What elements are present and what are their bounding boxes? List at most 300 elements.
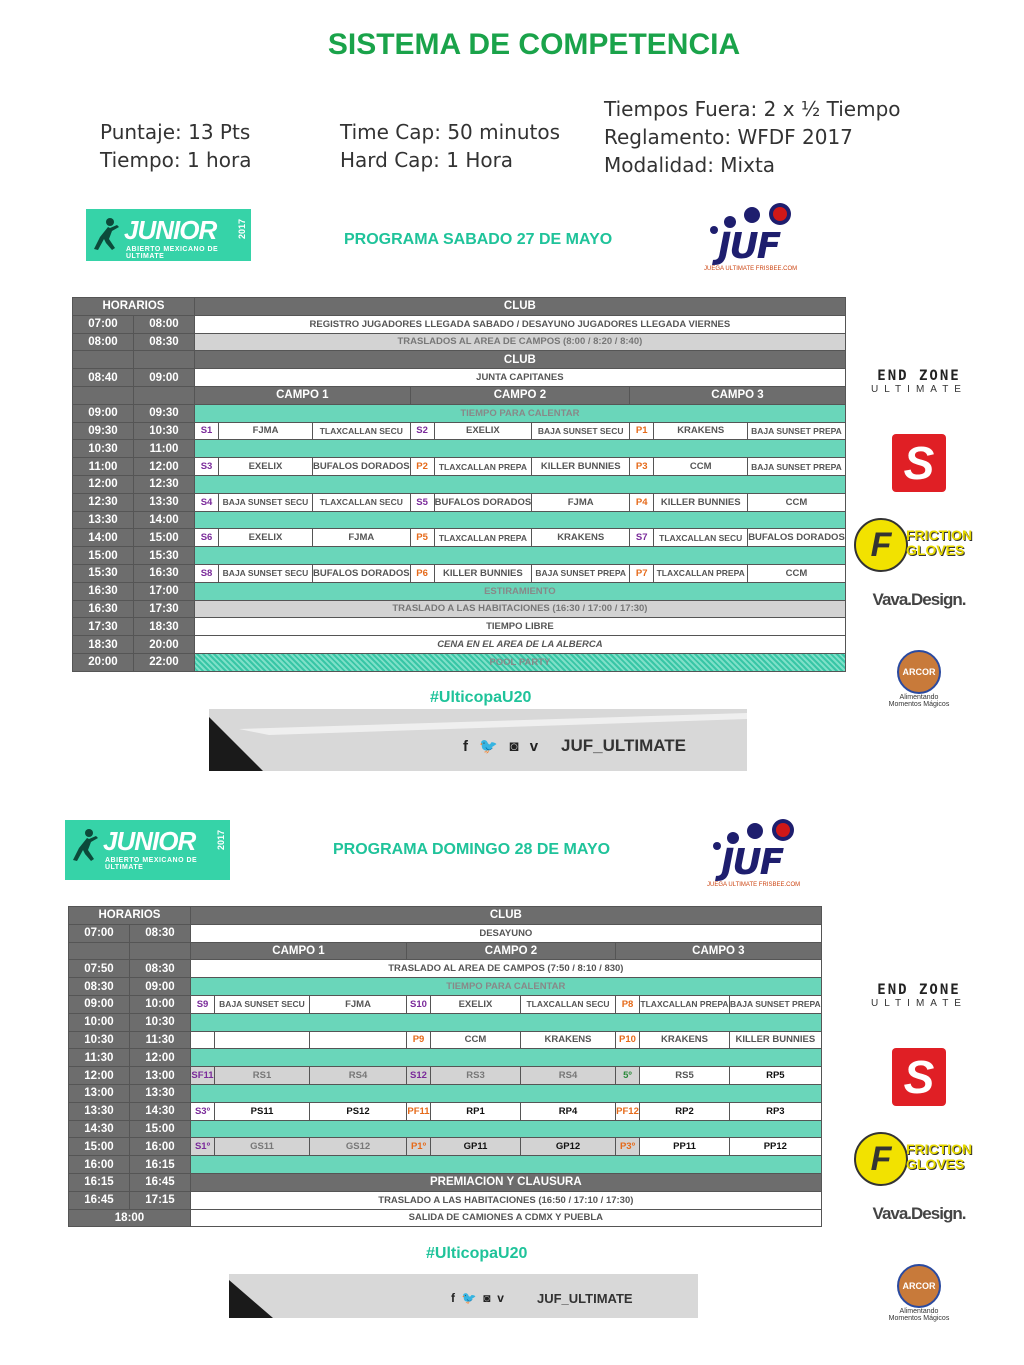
schedule-table-day2 [68, 906, 822, 1227]
match-code: S3º [191, 1102, 215, 1120]
friction-f-icon: F [854, 518, 908, 572]
team-name: KRAKENS [532, 529, 630, 547]
arcor-tagline-2: Momentos Mágicos [888, 701, 950, 708]
match-code: S8 [195, 564, 219, 582]
end-time: 16:00 [130, 1138, 191, 1156]
activity-cell [191, 1156, 822, 1174]
match-code: S12 [407, 1067, 431, 1085]
match-code: P1º [407, 1138, 431, 1156]
schedule-row [73, 582, 846, 600]
activity-cell: ESTIRAMIENTO [195, 582, 846, 600]
social-handle-day1: JUF_ULTIMATE [561, 736, 686, 755]
team-name: TLAXCALLAN SECU [654, 529, 748, 547]
match-code: P4 [630, 493, 654, 511]
schedule-row [73, 333, 846, 351]
section-header: CLUB [195, 351, 846, 369]
match-code: S5 [410, 493, 434, 511]
end-time: 14:30 [130, 1102, 191, 1120]
activity-cell: CENA EN EL AREA DE LA ALBERCA [195, 636, 846, 654]
start-time: 12:00 [73, 475, 134, 493]
team-name: GS12 [310, 1138, 407, 1156]
schedule-row [73, 351, 846, 369]
arcor-logo [852, 650, 986, 708]
schedule-row [73, 298, 846, 316]
activity-cell: TRASLADO A LAS HABITACIONES (16:50 / 17:10 / 17:30) [191, 1191, 822, 1209]
end-zone-subtext: ULTIMATE [871, 384, 967, 395]
field-header: CAMPO 2 [410, 386, 630, 404]
activity-cell: TIEMPO LIBRE [195, 618, 846, 636]
juf-logo-text: JUF [718, 226, 780, 267]
match-code [191, 1031, 215, 1049]
end-time: 16:15 [130, 1156, 191, 1174]
schedule-row [73, 422, 846, 440]
activity-cell: TRASLADO A LAS HABITACIONES (16:30 / 17:00 / 17:30) [195, 600, 846, 618]
team-name: BAJA SUNSET PREPA [532, 564, 630, 582]
team-name: RS5 [640, 1067, 730, 1085]
match-code: S2 [410, 422, 434, 440]
start-time: 08:30 [69, 978, 130, 996]
field-header: CAMPO 3 [616, 942, 822, 960]
social-icons: f 🐦 ◙ v [463, 738, 540, 755]
match-code: P9 [407, 1031, 431, 1049]
team-name: PS11 [215, 1102, 310, 1120]
end-time: 10:00 [130, 995, 191, 1013]
team-name: BAJA SUNSET PREPA [748, 458, 846, 476]
team-name: TLAXCALLAN PREPA [434, 529, 532, 547]
friction-text: FRICTION GLOVES [906, 527, 973, 558]
info-tiempo: Tiempo: 1 hora [100, 148, 252, 172]
team-name: RS4 [310, 1067, 407, 1085]
team-name: KILLER BUNNIES [730, 1031, 822, 1049]
start-time: 08:00 [73, 333, 134, 351]
match-code: P8 [616, 995, 640, 1013]
start-time: 09:00 [69, 995, 130, 1013]
start-time: 16:30 [73, 582, 134, 600]
end-time: 09:00 [130, 978, 191, 996]
activity-cell [191, 1049, 822, 1067]
schedule-row [69, 960, 822, 978]
start-time: 09:00 [73, 404, 134, 422]
start-time: 10:30 [69, 1031, 130, 1049]
match-code: P3º [616, 1138, 640, 1156]
schedule-row [69, 1031, 822, 1049]
start-time: 18:30 [73, 636, 134, 654]
match-code: P10 [616, 1031, 640, 1049]
team-name: EXELIX [219, 458, 313, 476]
team-name: KILLER BUNNIES [434, 564, 532, 582]
start-time: 17:30 [73, 618, 134, 636]
end-time: 16:30 [134, 564, 195, 582]
team-name: PP11 [640, 1138, 730, 1156]
field-header: CAMPO 1 [191, 942, 407, 960]
match-code: P6 [410, 564, 434, 582]
hashtag-day2: #UlticopaU20 [426, 1245, 528, 1262]
end-time [134, 351, 195, 369]
arcor-mascot-icon: ARCOR [897, 1264, 941, 1308]
start-time: 08:40 [73, 369, 134, 387]
start-time: 07:00 [73, 315, 134, 333]
start-time: 15:30 [73, 564, 134, 582]
schedule-row [69, 1209, 822, 1227]
junior-logo-2 [65, 820, 230, 880]
end-zone-logo [852, 368, 986, 424]
friction-gloves-logo [852, 1132, 986, 1196]
start-time: 07:00 [69, 924, 130, 942]
end-time: 15:30 [134, 547, 195, 565]
hashtag-day1: #UlticopaU20 [430, 689, 532, 706]
activity-cell: TRASLADOS AL AREA DE CAMPOS (8:00 / 8:20 / 8:40) [195, 333, 846, 351]
schedule-row [73, 636, 846, 654]
section-header: CLUB [191, 907, 822, 925]
arcor-tagline-2: Momentos Mágicos [888, 1315, 950, 1322]
end-time: 17:30 [134, 600, 195, 618]
schedule-row [69, 978, 822, 996]
end-time: 14:00 [134, 511, 195, 529]
end-zone-logo [852, 982, 986, 1038]
team-name: KILLER BUNNIES [532, 458, 630, 476]
team-name: BAJA SUNSET PREPA [748, 422, 846, 440]
team-name: PP12 [730, 1138, 822, 1156]
end-time: 11:00 [134, 440, 195, 458]
end-time: 08:30 [134, 333, 195, 351]
section-header: CLUB [195, 298, 846, 316]
schedule-row [73, 369, 846, 387]
end-time: 15:00 [134, 529, 195, 547]
end-time: 13:30 [134, 493, 195, 511]
start-time: 15:00 [73, 547, 134, 565]
team-name: BUFALOS DORADOS [748, 529, 846, 547]
schedule-table-day1 [72, 297, 846, 672]
team-name: FJMA [313, 529, 411, 547]
start-time: 12:30 [73, 493, 134, 511]
team-name: CCM [748, 564, 846, 582]
juf-logo-tagline: JUEGA ULTIMATE FRISBEE.COM [707, 882, 801, 888]
end-time: 18:30 [134, 618, 195, 636]
start-time: 15:00 [69, 1138, 130, 1156]
friction-text: FRICTION GLOVES [906, 1141, 973, 1172]
juf-logo-tagline: JUEGA ULTIMATE FRISBEE.COM [704, 266, 798, 272]
team-name [310, 1031, 407, 1049]
team-name: BUFALOS DORADOS [434, 493, 532, 511]
schedule-row [69, 942, 822, 960]
arcor-mascot-icon: ARCOR [897, 650, 941, 694]
team-name: CCM [654, 458, 748, 476]
end-time: 16:45 [130, 1173, 191, 1191]
match-code: P2 [410, 458, 434, 476]
team-name: TLAXCALLAN PREPA [640, 995, 730, 1013]
start-time [69, 942, 130, 960]
team-name: RS1 [215, 1067, 310, 1085]
schedule-row [73, 511, 846, 529]
info-modalidad: Modalidad: Mixta [604, 153, 776, 177]
team-name: GP11 [431, 1138, 521, 1156]
end-time [130, 942, 191, 960]
start-time: 10:30 [73, 440, 134, 458]
team-name: RS3 [431, 1067, 521, 1085]
team-name: TLAXCALLAN SECU [313, 422, 411, 440]
end-time: 17:00 [134, 582, 195, 600]
team-name: BUFALOS DORADOS [313, 458, 411, 476]
schedule-row [69, 924, 822, 942]
arcor-tagline-1: Alimentando [899, 1308, 939, 1315]
activity-cell [191, 1013, 822, 1031]
schedule-row [69, 1049, 822, 1067]
juf-logo [700, 200, 800, 272]
social-handle-day2: JUF_ULTIMATE [537, 1291, 633, 1306]
activity-cell: TRASLADO AL AREA DE CAMPOS (7:50 / 8:10 / 830) [191, 960, 822, 978]
info-time-cap: Time Cap: 50 minutos [340, 120, 561, 144]
start-time: 13:30 [69, 1102, 130, 1120]
schedule-row [73, 547, 846, 565]
team-name: TLAXCALLAN SECU [313, 493, 411, 511]
team-name: CCM [431, 1031, 521, 1049]
end-time: 17:15 [130, 1191, 191, 1209]
schedule-row [69, 995, 822, 1013]
team-name: RP4 [521, 1102, 616, 1120]
team-name: RP2 [640, 1102, 730, 1120]
end-time: 08:30 [130, 924, 191, 942]
start-time: 16:00 [69, 1156, 130, 1174]
schedule-row [73, 386, 846, 404]
match-code: P5 [410, 529, 434, 547]
schedule-row [73, 653, 846, 671]
program-title-day2: PROGRAMA DOMINGO 28 DE MAYO [333, 841, 611, 858]
start-time: 11:00 [73, 458, 134, 476]
team-name: RP3 [730, 1102, 822, 1120]
friction-f-icon: F [854, 1132, 908, 1186]
team-name: RP5 [730, 1067, 822, 1085]
time-cell: 18:00 [69, 1209, 191, 1227]
info-col-2 [340, 118, 560, 174]
team-name: FJMA [310, 995, 407, 1013]
team-name: TLAXCALLAN PREPA [654, 564, 748, 582]
end-time: 09:30 [134, 404, 195, 422]
start-time: 16:45 [69, 1191, 130, 1209]
info-tiempos-fuera: Tiempos Fuera: 2 x ½ Tiempo [604, 97, 901, 121]
player-silhouette-icon [92, 217, 120, 251]
activity-cell: TIEMPO PARA CALENTAR [191, 978, 822, 996]
section-header: PREMIACION Y CLAUSURA [191, 1173, 822, 1191]
match-code: S9 [191, 995, 215, 1013]
end-time [134, 386, 195, 404]
schedule-row [69, 1156, 822, 1174]
start-time: 13:30 [73, 511, 134, 529]
social-banner-day2 [229, 1274, 698, 1318]
info-reglamento: Reglamento: WFDF 2017 [604, 125, 853, 149]
team-name: BAJA SUNSET SECU [219, 493, 313, 511]
match-code: PF12 [616, 1102, 640, 1120]
program-title-day1: PROGRAMA SABADO 27 DE MAYO [344, 231, 613, 248]
team-name: BAJA SUNSET SECU [219, 564, 313, 582]
start-time: 16:15 [69, 1173, 130, 1191]
end-time: 13:30 [130, 1084, 191, 1102]
activity-cell: REGISTRO JUGADORES LLEGADA SABADO / DESAYUNO JUGADORES LLEGADA VIERNES [195, 315, 846, 333]
s-brand-icon: S [892, 434, 946, 492]
end-time: 12:00 [134, 458, 195, 476]
start-time: 07:50 [69, 960, 130, 978]
horarios-header: HORARIOS [69, 907, 191, 925]
team-name: FJMA [219, 422, 313, 440]
start-time: 11:30 [69, 1049, 130, 1067]
end-zone-text: END ZONE [877, 368, 961, 384]
activity-cell [191, 1120, 822, 1138]
end-time: 13:00 [130, 1067, 191, 1085]
activity-cell: POOL PARTY [195, 653, 846, 671]
social-banner-day1 [209, 709, 747, 771]
junior-logo-subtitle: ABIERTO MEXICANO DE ULTIMATE [105, 857, 198, 871]
junior-logo [86, 209, 251, 261]
team-name: EXELIX [219, 529, 313, 547]
match-code: S4 [195, 493, 219, 511]
field-header: CAMPO 2 [407, 942, 616, 960]
field-header: CAMPO 3 [630, 386, 846, 404]
schedule-row [69, 1173, 822, 1191]
match-code: PF11 [407, 1102, 431, 1120]
match-code: P3 [630, 458, 654, 476]
schedule-row [69, 1191, 822, 1209]
sponsors-day1 [852, 368, 986, 708]
activity-cell [195, 547, 846, 565]
vava-design-logo: Vava.Design. [872, 590, 966, 609]
s-brand-icon: S [892, 1048, 946, 1106]
schedule-row [69, 1084, 822, 1102]
match-code: S10 [407, 995, 431, 1013]
team-name: KRAKENS [654, 422, 748, 440]
team-name: KRAKENS [640, 1031, 730, 1049]
activity-cell: JUNTA CAPITANES [195, 369, 846, 387]
activity-cell [195, 511, 846, 529]
start-time: 12:00 [69, 1067, 130, 1085]
start-time: 09:30 [73, 422, 134, 440]
end-time: 15:00 [130, 1120, 191, 1138]
team-name: BUFALOS DORADOS [313, 564, 411, 582]
social-icons: f 🐦 ◙ v [451, 1291, 504, 1305]
match-code: S7 [630, 529, 654, 547]
info-col-1 [100, 118, 251, 174]
schedule-row [73, 404, 846, 422]
activity-cell [191, 1084, 822, 1102]
end-time: 22:00 [134, 653, 195, 671]
team-name: GS11 [215, 1138, 310, 1156]
start-time: 14:00 [73, 529, 134, 547]
team-name: KRAKENS [521, 1031, 616, 1049]
start-time: 16:30 [73, 600, 134, 618]
schedule-row [69, 907, 822, 925]
schedule-row [73, 475, 846, 493]
arcor-logo [852, 1264, 986, 1322]
juf-logo-text: JUF [721, 842, 783, 883]
start-time: 14:30 [69, 1120, 130, 1138]
start-time: 10:00 [69, 1013, 130, 1031]
schedule-row [69, 1067, 822, 1085]
end-zone-text: END ZONE [877, 982, 961, 998]
schedule-row [69, 1013, 822, 1031]
end-time: 09:00 [134, 369, 195, 387]
team-name: TLAXCALLAN SECU [521, 995, 616, 1013]
sponsors-day2 [852, 982, 986, 1322]
team-name: BAJA SUNSET PREPA [730, 995, 822, 1013]
activity-cell [195, 440, 846, 458]
arcor-tagline-1: Alimentando [899, 694, 939, 701]
team-name [215, 1031, 310, 1049]
start-time: 13:00 [69, 1084, 130, 1102]
match-code: S3 [195, 458, 219, 476]
schedule-row [73, 458, 846, 476]
team-name: RS4 [521, 1067, 616, 1085]
team-name: EXELIX [434, 422, 532, 440]
end-zone-subtext: ULTIMATE [871, 998, 967, 1009]
schedule-row [73, 564, 846, 582]
end-time: 08:30 [130, 960, 191, 978]
junior-logo-year: 2017 [237, 219, 247, 240]
activity-cell: SALIDA DE CAMIONES A CDMX Y PUEBLA [191, 1209, 822, 1227]
end-time: 20:00 [134, 636, 195, 654]
activity-cell: TIEMPO PARA CALENTAR [195, 404, 846, 422]
match-code: S1º [191, 1138, 215, 1156]
info-hard-cap: Hard Cap: 1 Hora [340, 148, 514, 172]
junior-logo-year: 2017 [216, 830, 226, 851]
player-silhouette-icon [71, 828, 99, 862]
start-time [73, 386, 134, 404]
schedule-row [73, 493, 846, 511]
schedule-row [69, 1102, 822, 1120]
junior-logo-subtitle: ABIERTO MEXICANO DE ULTIMATE [126, 246, 219, 260]
schedule-row [69, 1138, 822, 1156]
start-time: 20:00 [73, 653, 134, 671]
team-name: TLAXCALLAN PREPA [434, 458, 532, 476]
field-header: CAMPO 1 [195, 386, 411, 404]
info-col-3 [604, 95, 901, 179]
team-name: KILLER BUNNIES [654, 493, 748, 511]
schedule-row [73, 315, 846, 333]
page-title: SISTEMA DE COMPETENCIA [327, 28, 741, 61]
junior-logo-text: JUNIOR [124, 215, 217, 245]
schedule-row [73, 618, 846, 636]
end-time: 10:30 [130, 1013, 191, 1031]
schedule-row [73, 529, 846, 547]
match-code: S6 [195, 529, 219, 547]
team-name: BAJA SUNSET SECU [215, 995, 310, 1013]
end-time: 10:30 [134, 422, 195, 440]
end-time: 08:00 [134, 315, 195, 333]
match-code: P1 [630, 422, 654, 440]
team-name: PS12 [310, 1102, 407, 1120]
end-time: 12:30 [134, 475, 195, 493]
end-time: 12:00 [130, 1049, 191, 1067]
start-time [73, 351, 134, 369]
schedule-row [69, 1120, 822, 1138]
activity-cell [195, 475, 846, 493]
vava-design-logo: Vava.Design. [872, 1204, 966, 1223]
match-code: S1 [195, 422, 219, 440]
juf-logo-2 [703, 816, 803, 888]
team-name: BAJA SUNSET SECU [532, 422, 630, 440]
friction-gloves-logo [852, 518, 986, 582]
junior-logo-text: JUNIOR [103, 826, 196, 856]
team-name: CCM [748, 493, 846, 511]
activity-cell: DESAYUNO [191, 924, 822, 942]
end-time: 11:30 [130, 1031, 191, 1049]
schedule-row [73, 600, 846, 618]
team-name: EXELIX [431, 995, 521, 1013]
team-name: FJMA [532, 493, 630, 511]
team-name: GP12 [521, 1138, 616, 1156]
horarios-header: HORARIOS [73, 298, 195, 316]
match-code: P7 [630, 564, 654, 582]
info-puntaje: Puntaje: 13 Pts [100, 120, 251, 144]
match-code: SF11 [191, 1067, 215, 1085]
schedule-row [73, 440, 846, 458]
